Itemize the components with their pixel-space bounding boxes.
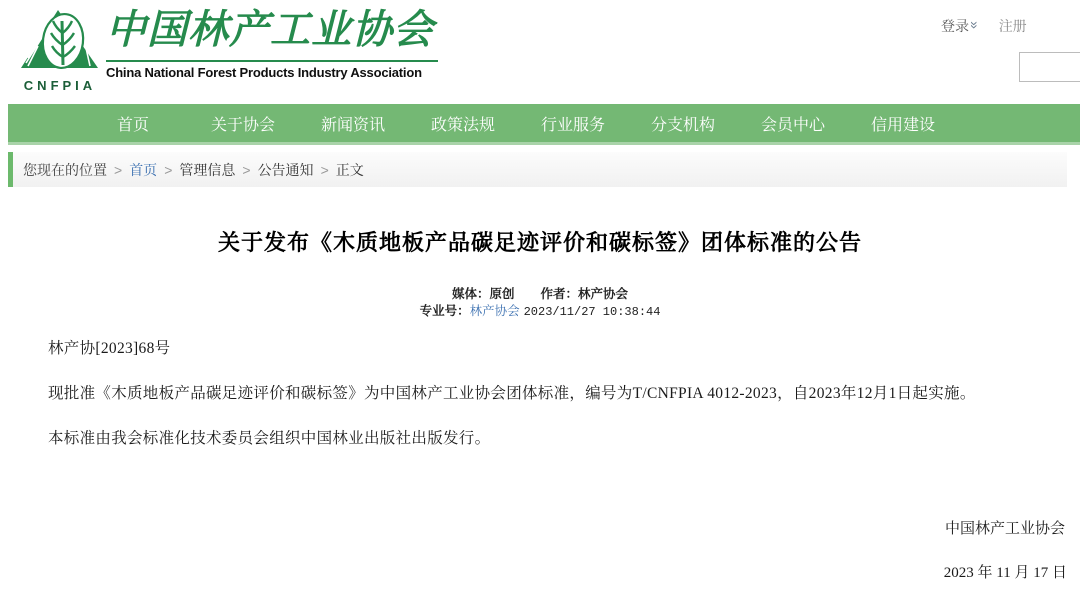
media-label: 媒体： — [451, 287, 490, 301]
nav-item-home[interactable]: 首页 — [116, 116, 149, 134]
breadcrumb-separator: > — [320, 161, 329, 178]
article-signature: 中国林产工业协会 — [944, 520, 1065, 537]
publish-datetime: 2023/11/27 10:38:44 — [523, 305, 661, 319]
site-header — [0, 0, 1080, 104]
breadcrumb-prefix: 您现在的位置 — [23, 161, 107, 178]
article-paragraph-approval: 现批准《木质地板产品碳足迹评价和碳标签》为中国林产工业协会团体标准，编号为T/CNFPIA 4012-2023，自2023年12月1日起实施。 — [48, 385, 976, 402]
author-label: 作者： — [540, 287, 579, 301]
account-links — [941, 16, 1027, 36]
nav-item-policy[interactable]: 政策法规 — [430, 116, 495, 134]
nav-item-news[interactable]: 新闻资讯 — [320, 116, 385, 134]
article-meta-line1 — [0, 284, 1080, 302]
site-title-block — [106, 4, 438, 80]
account-link[interactable]: 林产协会 — [469, 304, 520, 318]
author-value: 林产协会 — [578, 287, 629, 301]
article-paragraph-publisher: 本标准由我会标准化技术委员会组织中国林业出版社出版发行。 — [48, 430, 491, 447]
nav-item-member-center[interactable]: 会员中心 — [760, 116, 825, 134]
article-title: 关于发布《木质地板产品碳足迹评价和碳标签》团体标准的公告 — [217, 230, 862, 255]
breadcrumb-item-home[interactable]: 首页 — [129, 161, 158, 178]
nav-item-industry-services[interactable]: 行业服务 — [540, 116, 605, 134]
search-input[interactable] — [1019, 52, 1080, 82]
breadcrumb-separator: > — [114, 161, 123, 178]
logo-acronym-text: CNFPIA — [23, 78, 97, 93]
site-title-english: China National Forest Products Industry Association — [106, 65, 422, 80]
main-nav — [8, 104, 1080, 145]
nav-item-about[interactable]: 关于协会 — [210, 116, 275, 134]
site-title-chinese: 中国林产工业协会 — [106, 4, 438, 62]
article-paragraph-doc-number: 林产协[2023]68号 — [48, 340, 171, 357]
article-meta-line2 — [0, 301, 1080, 319]
breadcrumb-separator: > — [242, 161, 251, 178]
account-label: 专业号： — [419, 304, 470, 318]
nav-item-credit[interactable]: 信用建设 — [870, 116, 935, 134]
login-link[interactable]: 登录 — [941, 18, 969, 34]
breadcrumb-item-notices[interactable]: 公告通知 — [257, 161, 314, 178]
breadcrumb-item-current: 正文 — [335, 161, 364, 178]
nav-item-branches[interactable]: 分支机构 — [650, 116, 715, 134]
breadcrumb — [8, 152, 1067, 187]
media-value: 原创 — [489, 287, 515, 301]
article-date: 2023 年 11 月 17 日 — [943, 565, 1067, 581]
breadcrumb-item-management-info[interactable]: 管理信息 — [179, 161, 236, 178]
breadcrumb-separator: > — [164, 161, 173, 178]
cnfpia-tree-logo-icon — [18, 59, 102, 76]
double-chevron-down-icon: » — [966, 21, 983, 29]
breadcrumb-accent-bar — [8, 152, 13, 187]
site-logo[interactable] — [14, 8, 106, 93]
register-link[interactable]: 注册 — [998, 18, 1027, 34]
